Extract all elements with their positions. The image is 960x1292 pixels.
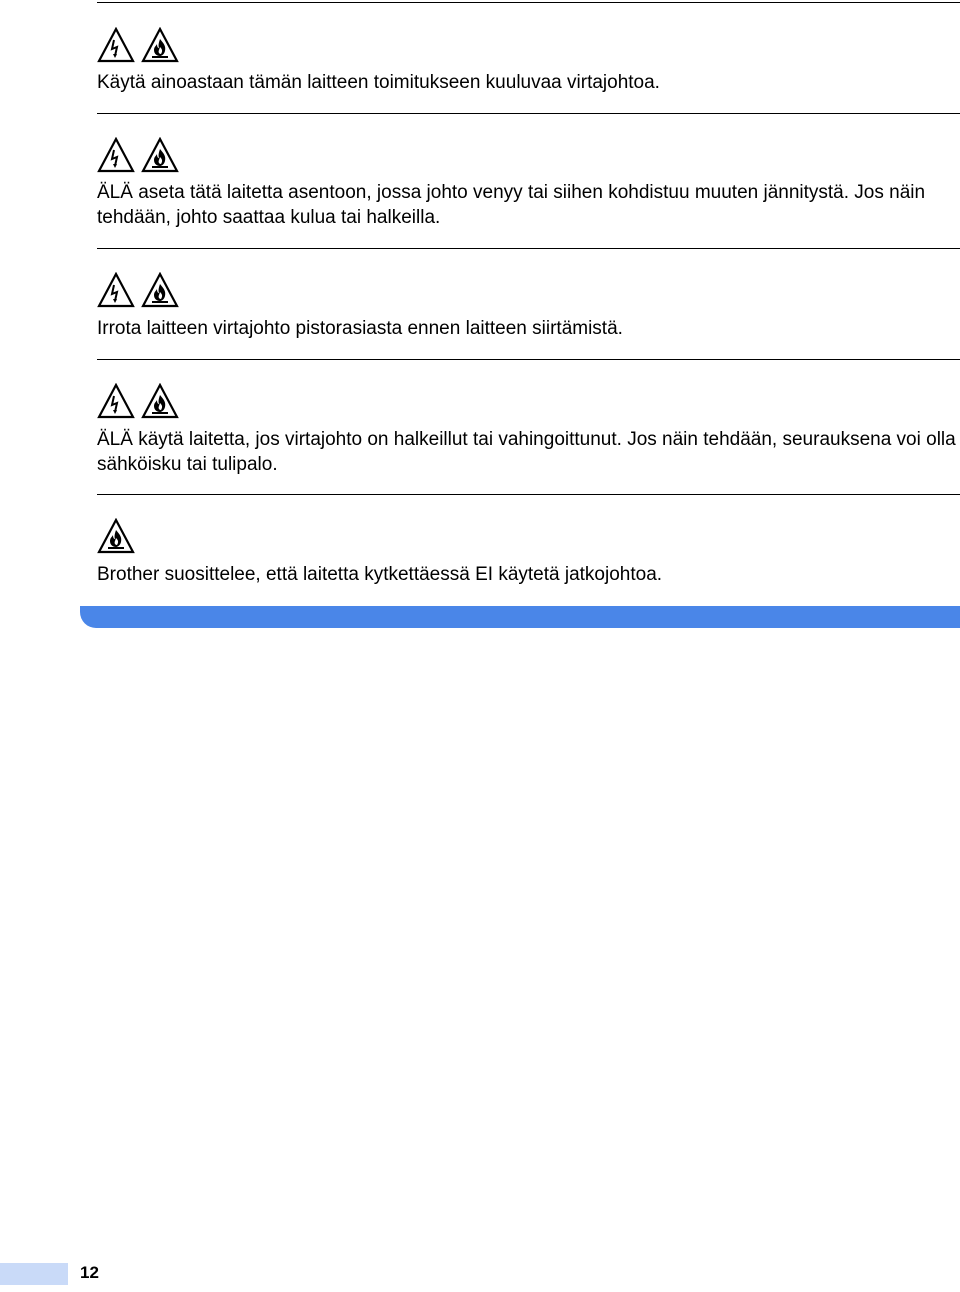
divider-top — [97, 2, 960, 3]
warning-text: ÄLÄ käytä laitetta, jos virtajohto on halkeillut tai vahingoittunut. Jos näin tehdään, seurauksena voi olla sähköisku tai tulipalo. — [97, 429, 956, 475]
fire-hazard-icon — [141, 272, 179, 308]
fire-hazard-icon — [141, 383, 179, 419]
warning-text: ÄLÄ aseta tätä laitetta asentoon, jossa johto venyy tai siihen kohdistuu muuten jännitystä. Jos näin tehdään, johto saattaa kulua tai halkeilla. — [97, 182, 926, 228]
warning-icons — [97, 383, 179, 419]
warning-text: Irrota laitteen virtajohto pistorasiasta ennen laitteen siirtämistä. — [97, 318, 623, 339]
electrical-hazard-icon — [97, 383, 135, 419]
divider — [97, 248, 960, 249]
warning-icons — [97, 27, 179, 63]
electrical-hazard-icon — [97, 272, 135, 308]
warning-icons — [97, 272, 179, 308]
divider — [97, 113, 960, 114]
divider — [97, 359, 960, 360]
page-tab — [0, 1263, 68, 1285]
fire-hazard-icon — [97, 518, 135, 554]
electrical-hazard-icon — [97, 27, 135, 63]
electrical-hazard-icon — [97, 137, 135, 173]
divider — [97, 494, 960, 495]
warning-text: Brother suosittelee, että laitetta kytkettäessä EI käytetä jatkojohtoa. — [97, 564, 663, 585]
warning-icons — [97, 137, 179, 173]
page-number: 12 — [80, 1263, 99, 1282]
section-end-band — [80, 606, 960, 628]
fire-hazard-icon — [141, 137, 179, 173]
warning-text: Käytä ainoastaan tämän laitteen toimitukseen kuuluvaa virtajohtoa. — [97, 72, 660, 93]
fire-hazard-icon — [141, 27, 179, 63]
warning-icons — [97, 518, 135, 554]
